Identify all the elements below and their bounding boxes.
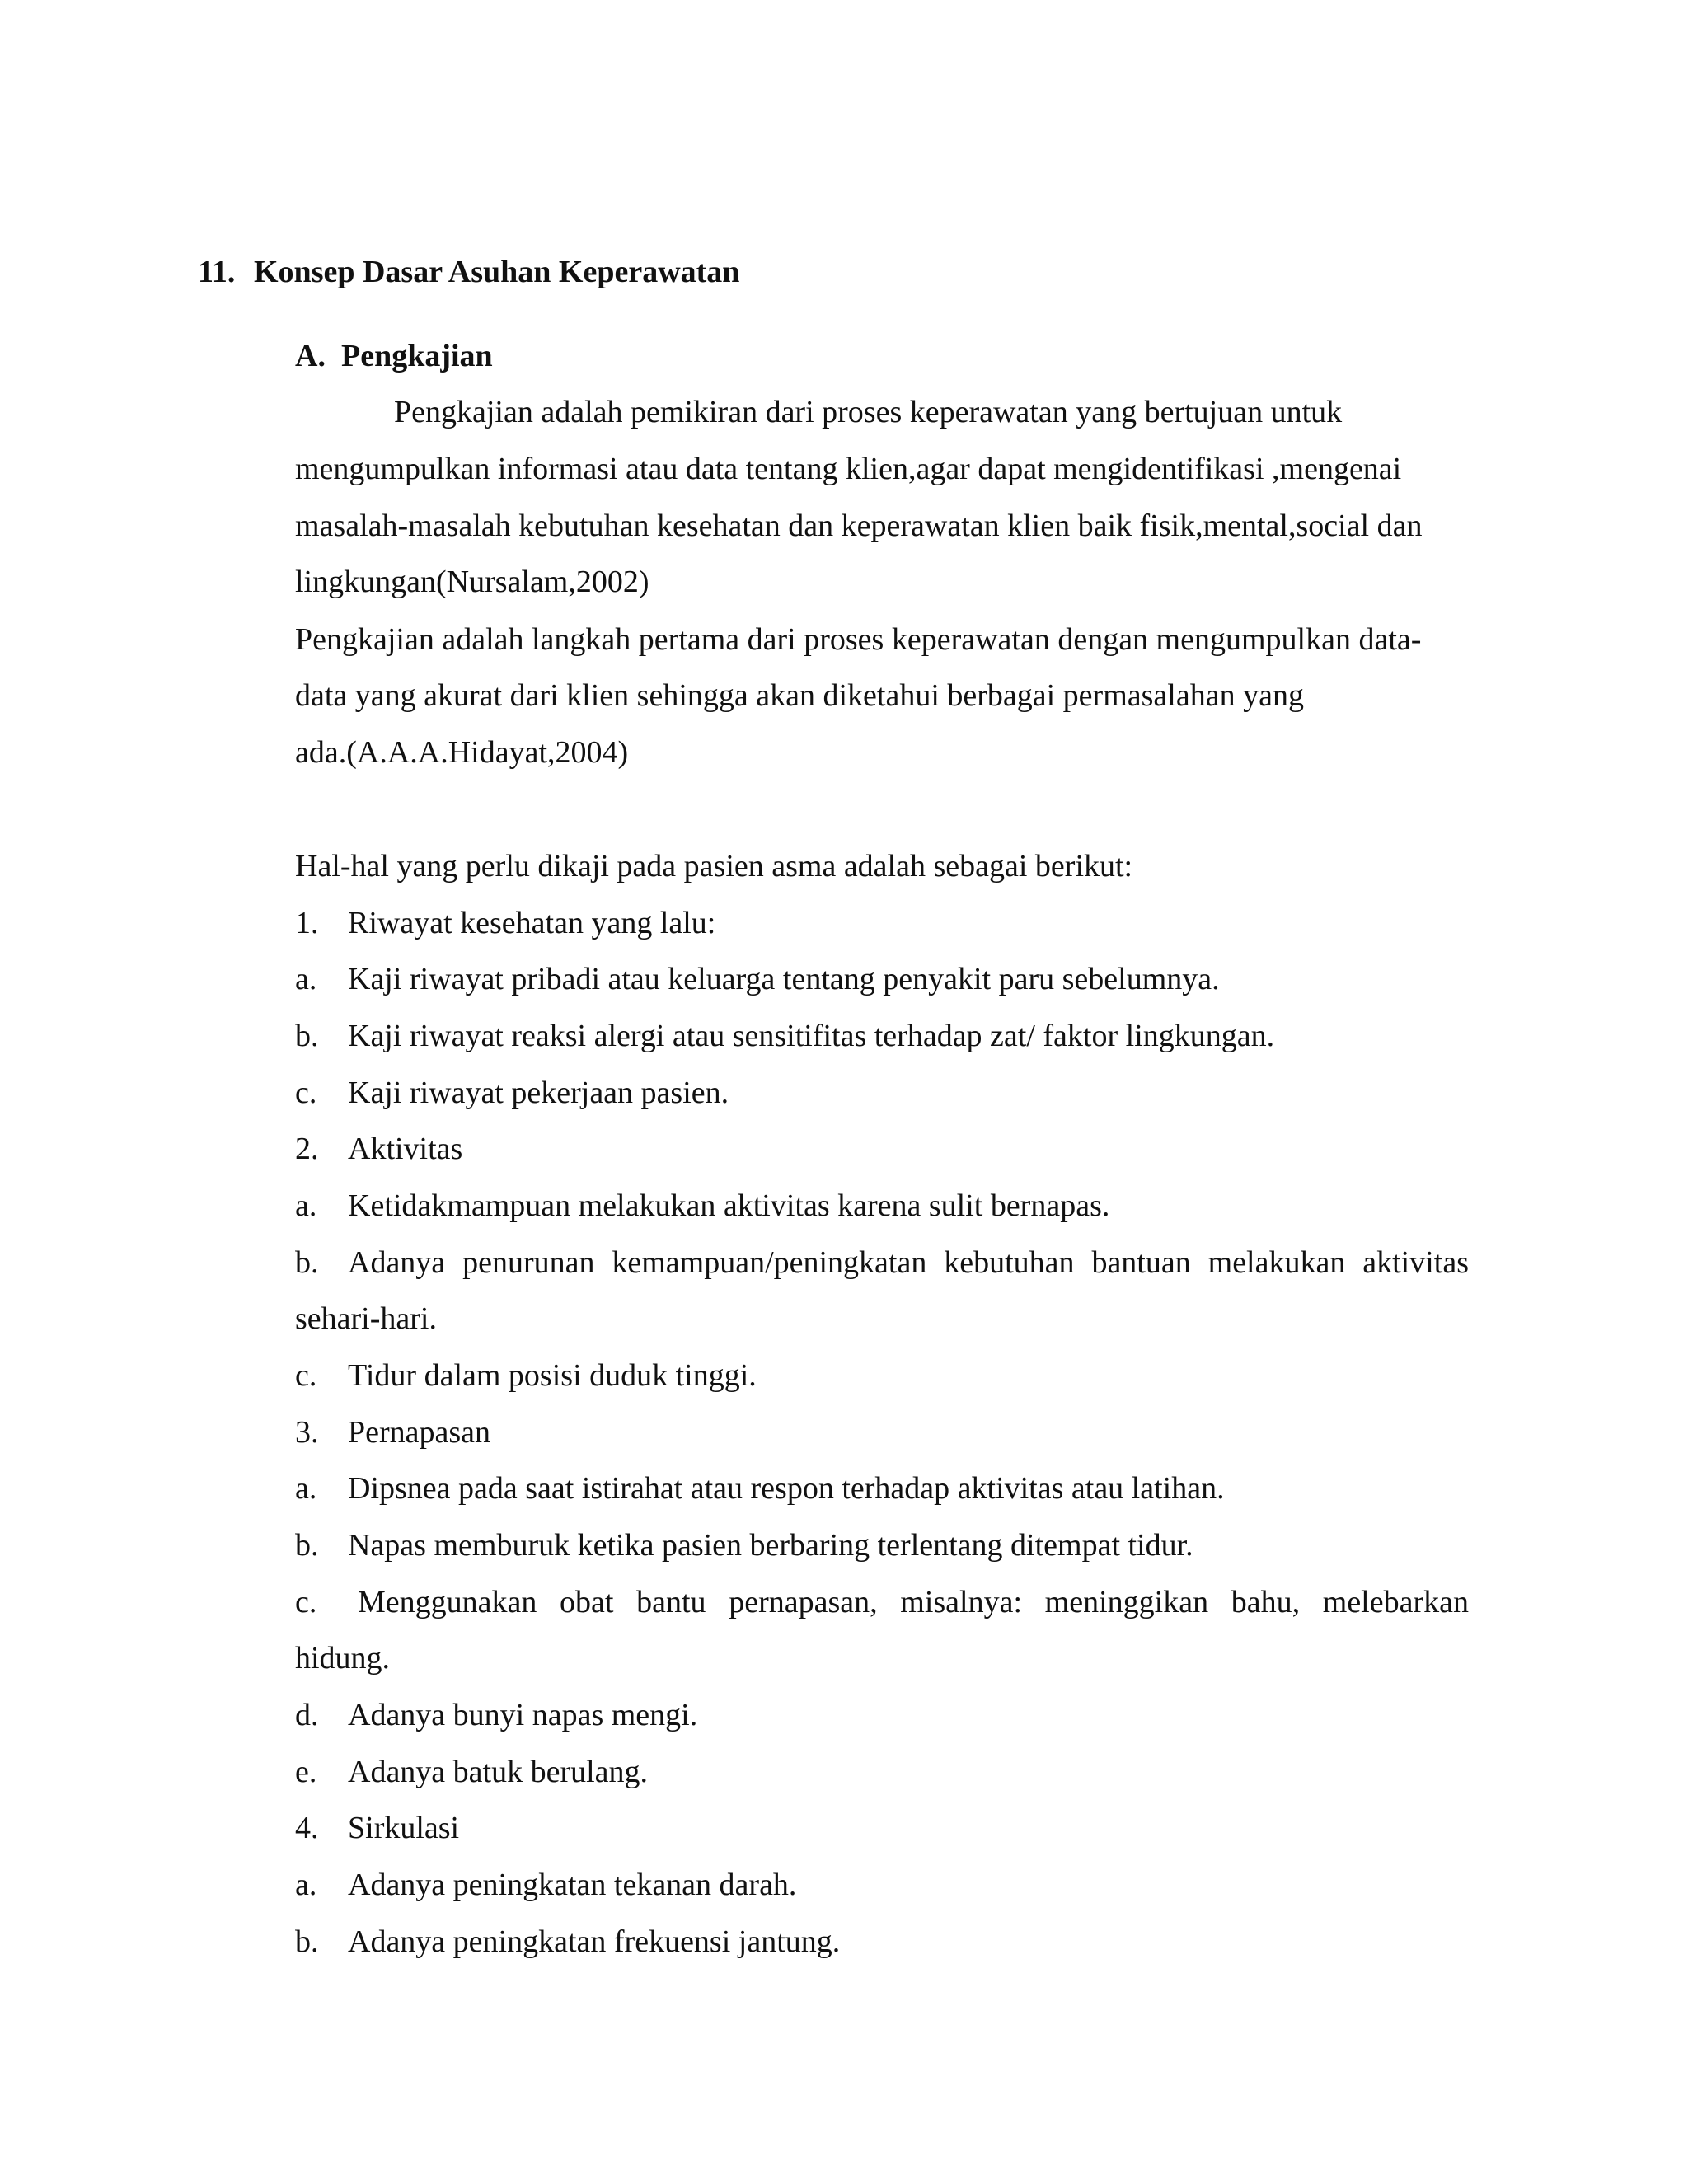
list-label: Sirkulasi [348,1811,460,1845]
list-item-1 [295,903,715,943]
list-item-2 [295,1129,462,1169]
subsection-letter: A. [295,339,326,373]
list-number: 3. [295,1415,319,1450]
paragraph1-line2: mengumpulkan informasi atau data tentang klien,agar dapat mengidentifikasi ,mengenai [295,452,1402,486]
paragraph1-line4: lingkungan(Nursalam,2002) [295,565,649,599]
list-label: Riwayat kesehatan yang lalu: [348,906,716,940]
list-item-3 [295,1413,490,1452]
list-label: Aktivitas [348,1132,463,1166]
section-number: 11. [198,255,236,289]
list-item-4 [295,1808,459,1848]
subsection-title: Pengkajian [341,339,493,373]
list-intro: Hal-hal yang perlu dikaji pada pasien asma adalah sebagai berikut: [295,849,1133,883]
list-subitem: b. Adanya penurunan kemampuan/peningkatan kebutuhan bantuan melakukan aktivitas [295,1245,1469,1280]
list-subitem: c. Tidur dalam posisi duduk tinggi. [295,1358,757,1393]
list-subitem: a. Adanya peningkatan tekanan darah. [295,1868,797,1902]
subsection-heading [295,336,493,376]
paragraph1-line3: masalah-masalah kebutuhan kesehatan dan keperawatan klien baik fisik,mental,social dan [295,509,1423,543]
list-number: 1. [295,906,319,940]
list-subitem: c. Menggunakan obat bantu pernapasan, misalnya: meninggikan bahu, melebarkan [295,1585,1469,1619]
list-subitem: a. Kaji riwayat pribadi atau keluarga tentang penyakit paru sebelumnya. [295,962,1220,996]
list-number: 2. [295,1132,319,1166]
list-number: 4. [295,1811,319,1845]
list-label: Pernapasan [348,1415,491,1450]
list-subitem: b. Napas memburuk ketika pasien berbaring terlentang ditempat tidur. [295,1528,1193,1563]
list-subitem: c. Kaji riwayat pekerjaan pasien. [295,1076,729,1110]
section-title: Konsep Dasar Asuhan Keperawatan [254,255,740,289]
list-subitem: b. Adanya peningkatan frekuensi jantung. [295,1924,841,1959]
paragraph2-line2: data yang akurat dari klien sehingga akan diketahui berbagai permasalahan yang [295,678,1304,713]
list-subitem-continuation: sehari-hari. [295,1301,437,1336]
list-subitem: a. Ketidakmampuan melakukan aktivitas karena sulit bernapas. [295,1188,1110,1223]
list-subitem-continuation: hidung. [295,1641,391,1675]
list-subitem: b. Kaji riwayat reaksi alergi atau sensitifitas terhadap zat/ faktor lingkungan. [295,1019,1275,1053]
paragraph2-line3: ada.(A.A.A.Hidayat,2004) [295,735,629,770]
list-subitem: d. Adanya bunyi napas mengi. [295,1698,698,1732]
paragraph1-line1: Pengkajian adalah pemikiran dari proses keperawatan yang bertujuan untuk [394,395,1343,429]
list-subitem: a. Dipsnea pada saat istirahat atau respon terhadap aktivitas atau latihan. [295,1471,1225,1506]
section-heading [198,252,739,292]
paragraph2-line1: Pengkajian adalah langkah pertama dari proses keperawatan dengan mengumpulkan data- [295,622,1422,657]
list-subitem: e. Adanya batuk berulang. [295,1755,649,1789]
